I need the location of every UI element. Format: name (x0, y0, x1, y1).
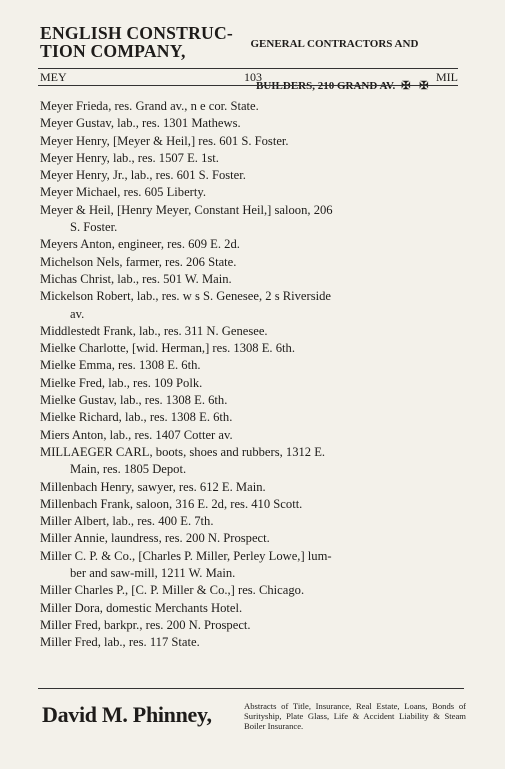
entry-text: Millenbach Frank, saloon, 316 E. 2d, res. 410 Scott. (40, 496, 303, 511)
directory-entry (40, 392, 464, 409)
directory-entry (40, 340, 464, 357)
entry-text: Meyer Henry, [Meyer & Heil,] res. 601 S. Foster. (40, 133, 289, 148)
directory-entry (40, 271, 464, 288)
running-header (38, 68, 458, 86)
directory-entry (40, 167, 464, 184)
directory-entry (40, 184, 464, 201)
entry-continuation: ber and saw-mill, 1211 W. Main. (70, 566, 236, 581)
entry-text: Miller Fred, barkpr., res. 200 N. Prospect. (40, 617, 251, 632)
directory-entry (40, 323, 464, 340)
advertiser-name: David M. Phinney, (42, 702, 212, 727)
entry-text: Meyers Anton, engineer, res. 609 E. 2d. (40, 237, 240, 252)
entry-text: Millenbach Henry, sawyer, res. 612 E. Main. (40, 479, 266, 494)
entry-text: Meyer Gustav, lab., res. 1301 Mathews. (40, 116, 241, 131)
page-number: 103 (244, 70, 262, 84)
entry-continuation: av. (70, 306, 85, 321)
entry-text: Michelson Nels, farmer, res. 206 State. (40, 254, 237, 269)
entry-text: Miller Fred, lab., res. 117 State. (40, 635, 200, 650)
directory-entry (40, 582, 464, 599)
directory-entry (40, 236, 464, 253)
directory-entry (40, 254, 464, 271)
entry-text: Middlestedt Frank, lab., res. 311 N. Genesee. (40, 323, 268, 338)
directory-entry (40, 150, 464, 167)
directory-entry (40, 617, 464, 634)
entry-text: Mielke Fred, lab., res. 109 Polk. (40, 375, 203, 390)
entry-continuation: Main, res. 1805 Depot. (70, 462, 187, 477)
directory-entry (40, 115, 464, 132)
entry-text: Meyer Michael, res. 605 Liberty. (40, 185, 206, 200)
entry-text: Michas Christ, lab., res. 501 W. Main. (40, 271, 232, 286)
entry-text: Miller Annie, laundress, res. 200 N. Prospect. (40, 531, 270, 546)
entry-text: MILLAEGER CARL, boots, shoes and rubbers, 1312 E. (40, 444, 326, 459)
header-guide-word-right: MIL (436, 70, 458, 84)
entry-text: Miller Charles P., [C. P. Miller & Co.,] res. Chicago. (40, 583, 305, 598)
directory-entry (40, 202, 464, 237)
header-guide-word-left: MEY (40, 70, 67, 84)
services-line-2: BUILDERS, 210 GRAND AV. (256, 80, 396, 92)
directory-entries (40, 98, 464, 652)
services-line-1: GENERAL CONTRACTORS AND (250, 38, 419, 50)
entry-text: Miller C. P. & Co., [Charles P. Miller, Perley Lowe,] lum- (40, 548, 332, 563)
directory-entry (40, 530, 464, 547)
directory-entry (40, 496, 464, 513)
entry-continuation: S. Foster. (70, 220, 118, 235)
entry-text: Miller Dora, domestic Merchants Hotel. (40, 600, 243, 615)
maltese-cross-ornament-icon: ✠ ✠ (401, 80, 432, 92)
directory-entry (40, 409, 464, 426)
directory-entry (40, 427, 464, 444)
directory-entry (40, 634, 464, 651)
directory-entry (40, 513, 464, 530)
advertiser-description: Abstracts of Title, Insurance, Real Estate, Loans, Bonds of Surityship, Plate Glass, Life & Accident Liability & Steam Boiler Insurance. (244, 701, 466, 731)
entry-text: Mielke Richard, lab., res. 1308 E. 6th. (40, 410, 233, 425)
entry-text: Meyer Henry, Jr., lab., res. 601 S. Foster. (40, 168, 246, 183)
bottom-advertisement (38, 688, 464, 737)
directory-entry (40, 479, 464, 496)
directory-entry (40, 548, 464, 583)
directory-entry (40, 288, 464, 323)
directory-entry (40, 98, 464, 115)
advertiser-company-name: ENGLISH CONSTRUC- TION COMPANY, (40, 23, 233, 61)
entry-text: Miers Anton, lab., res. 1407 Cotter av. (40, 427, 233, 442)
entry-text: Mickelson Robert, lab., res. w s S. Genesee, 2 s Riverside (40, 289, 332, 304)
directory-entry (40, 357, 464, 374)
entry-text: Miller Albert, lab., res. 400 E. 7th. (40, 514, 214, 529)
entry-text: Mielke Gustav, lab., res. 1308 E. 6th. (40, 393, 228, 408)
entry-text: Mielke Emma, res. 1308 E. 6th. (40, 358, 201, 373)
entry-text: Mielke Charlotte, [wid. Herman,] res. 1308 E. 6th. (40, 341, 295, 356)
directory-entry (40, 375, 464, 392)
directory-entry (40, 133, 464, 150)
directory-entry (40, 600, 464, 617)
directory-entry (40, 444, 464, 479)
entry-text: Meyer & Heil, [Henry Meyer, Constant Heil,] saloon, 206 (40, 202, 333, 217)
entry-text: Meyer Henry, lab., res. 1507 E. 1st. (40, 150, 219, 165)
entry-text: Meyer Frieda, res. Grand av., n e cor. State. (40, 99, 259, 113)
